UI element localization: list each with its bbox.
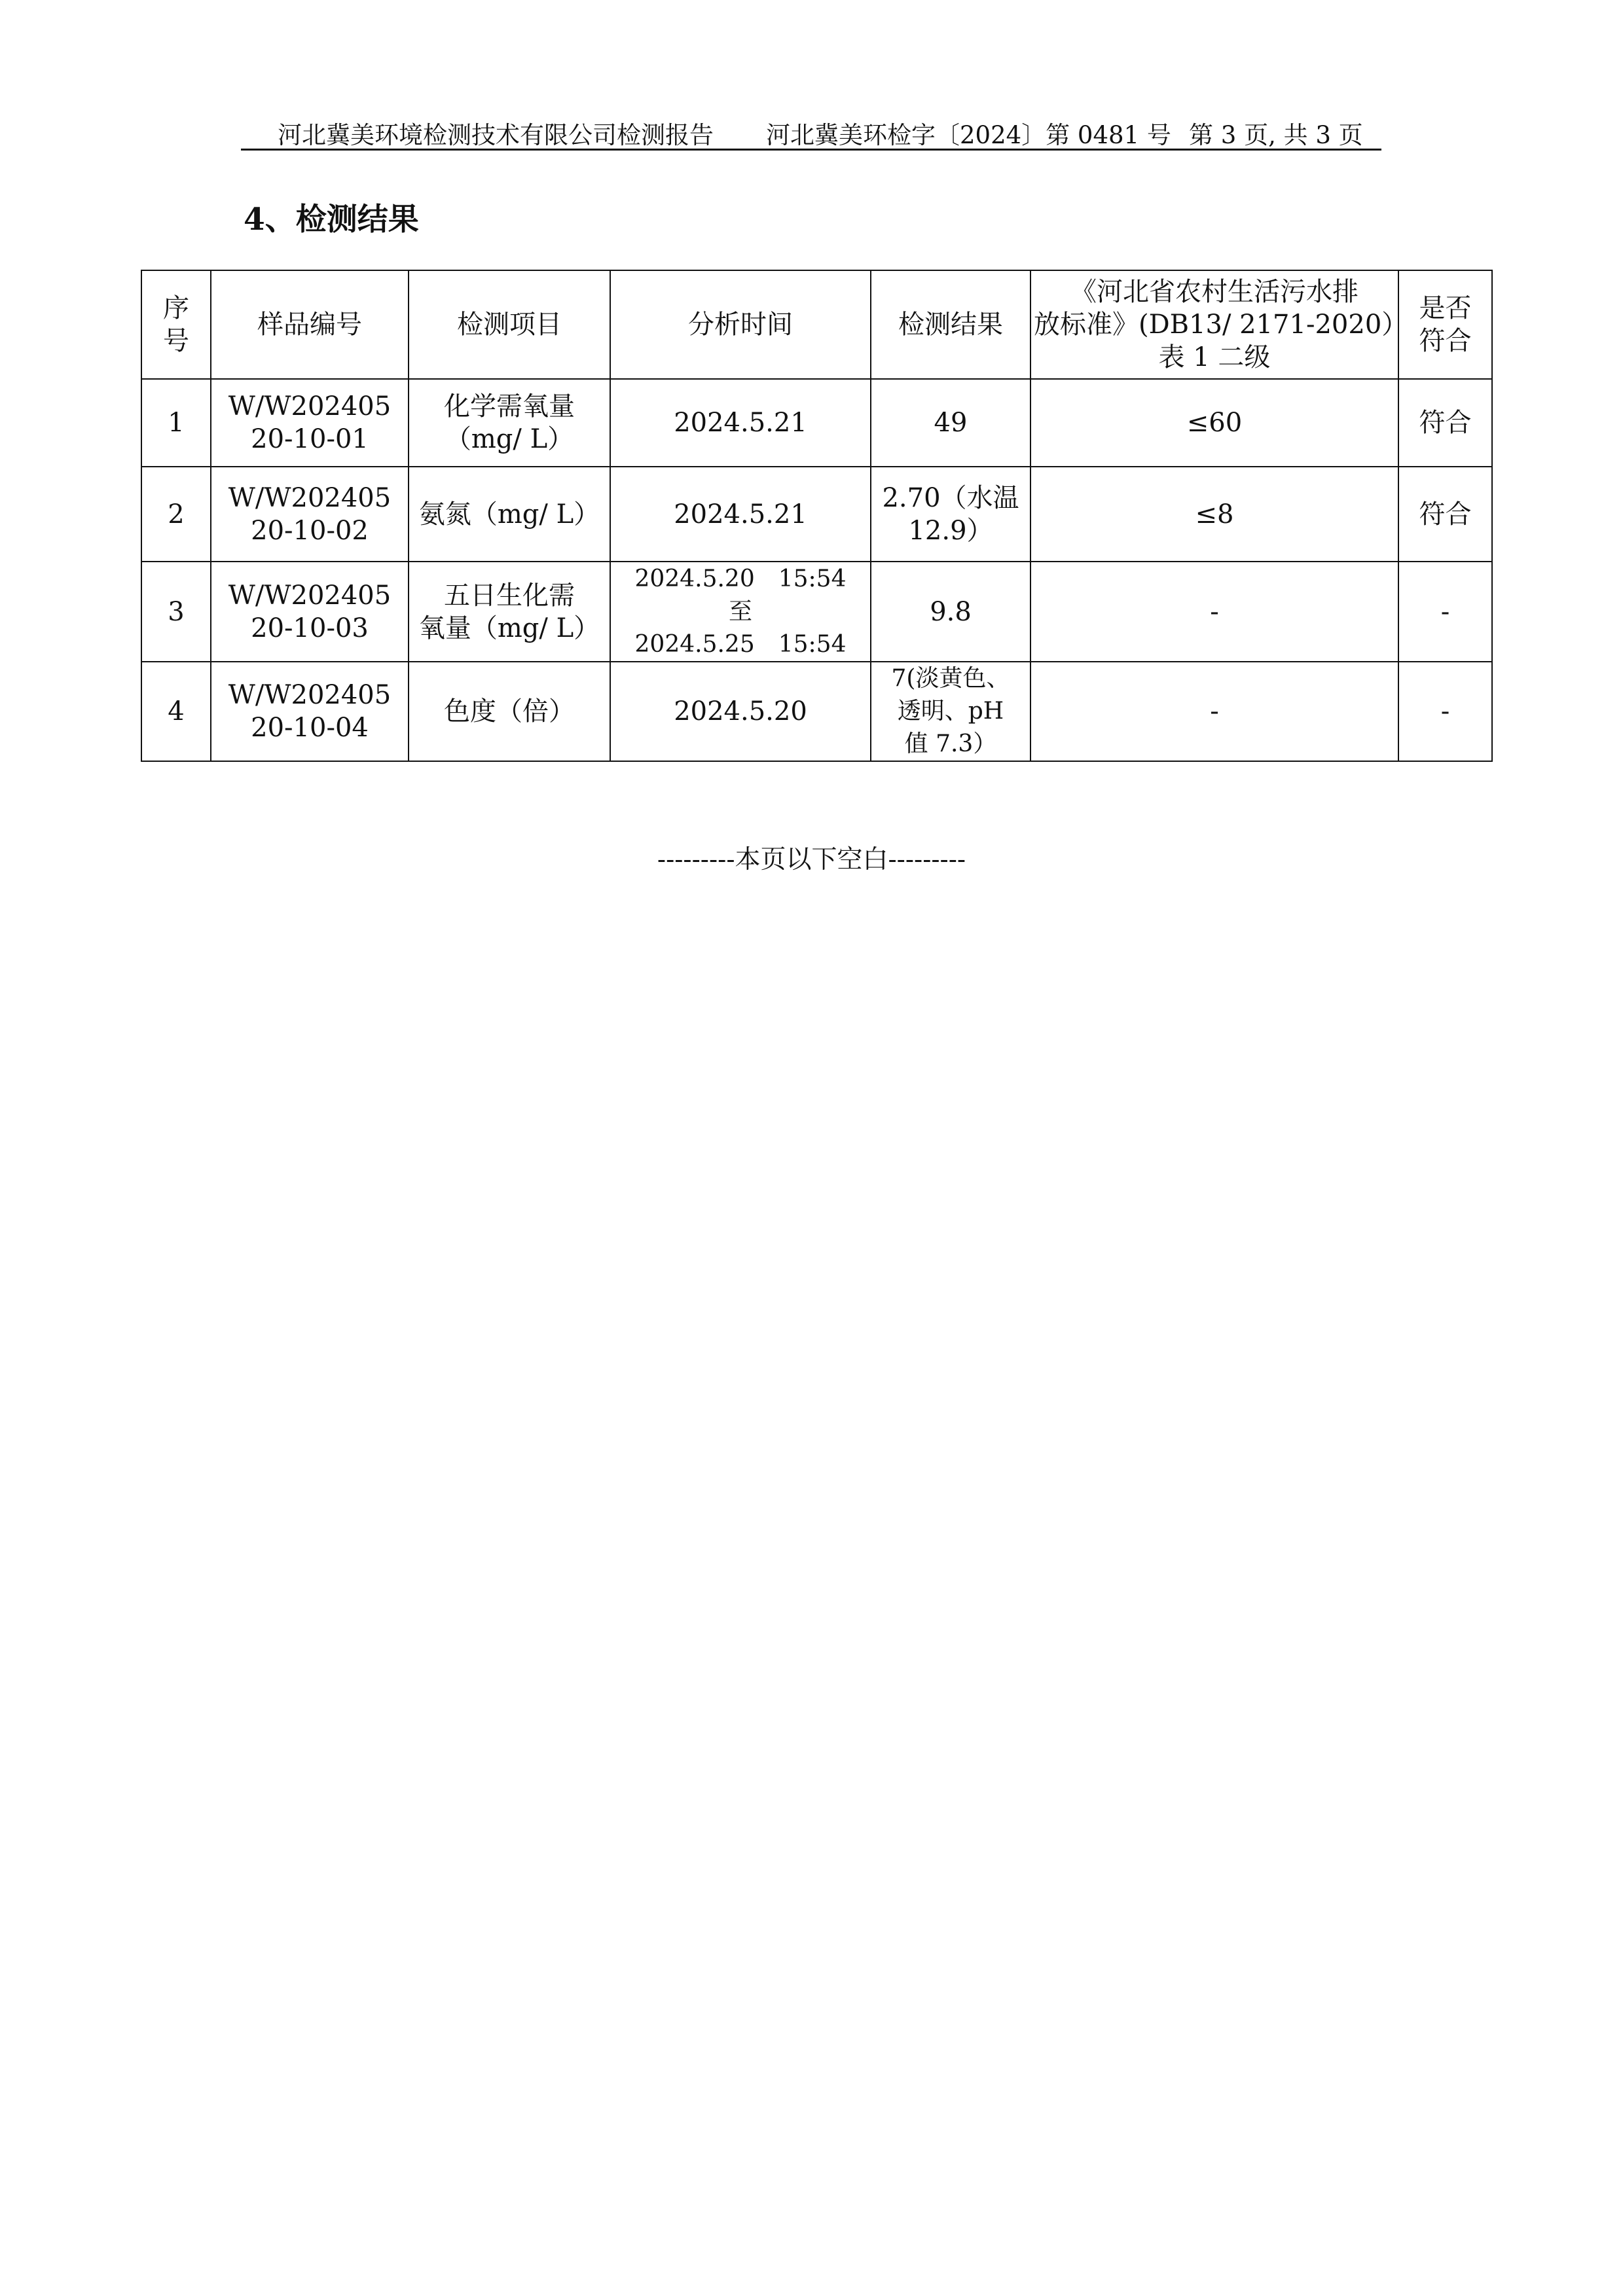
cell-test-result: 7(淡黄色、 透明、pH 值 7.3） bbox=[871, 662, 1030, 761]
header-page-info: 第 3 页, 共 3 页 bbox=[1189, 121, 1363, 149]
cell-seq: 1 bbox=[141, 379, 211, 467]
cell-test-result: 2.70（水温 12.9） bbox=[871, 467, 1030, 562]
cell-conformity: 符合 bbox=[1398, 379, 1492, 467]
header-test-item: 检测项目 bbox=[409, 270, 610, 379]
cell-standard-limit: - bbox=[1030, 562, 1398, 662]
section-title: 4、检测结果 bbox=[244, 202, 419, 238]
cell-test-item: 氨氮（mg/ L） bbox=[409, 467, 610, 562]
cell-standard-limit: - bbox=[1030, 662, 1398, 761]
cell-analysis-time: 2024.5.21 bbox=[610, 467, 871, 562]
cell-conformity: - bbox=[1398, 562, 1492, 662]
cell-standard-limit: ≤60 bbox=[1030, 379, 1398, 467]
cell-seq: 4 bbox=[141, 662, 211, 761]
table-row bbox=[141, 562, 1492, 662]
cell-conformity: 符合 bbox=[1398, 467, 1492, 562]
header-standard: 《河北省农村生活污水排 放标准》(DB13/ 2171-2020） 表 1 二级 bbox=[1030, 270, 1398, 379]
results-table bbox=[141, 270, 1493, 762]
blank-below-note: ---------本页以下空白--------- bbox=[657, 845, 966, 874]
table-header-row bbox=[141, 270, 1492, 379]
header-conformity: 是否 符合 bbox=[1398, 270, 1492, 379]
cell-sample-id: W/W202405 20-10-02 bbox=[211, 467, 409, 562]
cell-test-result: 49 bbox=[871, 379, 1030, 467]
cell-test-item: 五日生化需 氧量（mg/ L） bbox=[409, 562, 610, 662]
cell-test-item: 化学需氧量 （mg/ L） bbox=[409, 379, 610, 467]
cell-standard-limit: ≤8 bbox=[1030, 467, 1398, 562]
header-company-report: 河北冀美环境检测技术有限公司检测报告 bbox=[278, 121, 714, 149]
cell-test-result: 9.8 bbox=[871, 562, 1030, 662]
table-row bbox=[141, 662, 1492, 761]
cell-analysis-time: 2024.5.21 bbox=[610, 379, 871, 467]
cell-test-item: 色度（倍） bbox=[409, 662, 610, 761]
header-analysis-time: 分析时间 bbox=[610, 270, 871, 379]
cell-sample-id: W/W202405 20-10-01 bbox=[211, 379, 409, 467]
header-test-result: 检测结果 bbox=[871, 270, 1030, 379]
cell-analysis-time: 2024.5.20 15:54 至 2024.5.25 15:54 bbox=[610, 562, 871, 662]
cell-analysis-time: 2024.5.20 bbox=[610, 662, 871, 761]
table-row bbox=[141, 467, 1492, 562]
cell-sample-id: W/W202405 20-10-03 bbox=[211, 562, 409, 662]
header-seq: 序 号 bbox=[141, 270, 211, 379]
header-sample-id: 样品编号 bbox=[211, 270, 409, 379]
header-divider bbox=[241, 149, 1381, 151]
table-row bbox=[141, 379, 1492, 467]
cell-seq: 2 bbox=[141, 467, 211, 562]
cell-conformity: - bbox=[1398, 662, 1492, 761]
header-report-number: 河北冀美环检字〔2024〕第 0481 号 bbox=[766, 121, 1171, 149]
cell-sample-id: W/W202405 20-10-04 bbox=[211, 662, 409, 761]
cell-seq: 3 bbox=[141, 562, 211, 662]
